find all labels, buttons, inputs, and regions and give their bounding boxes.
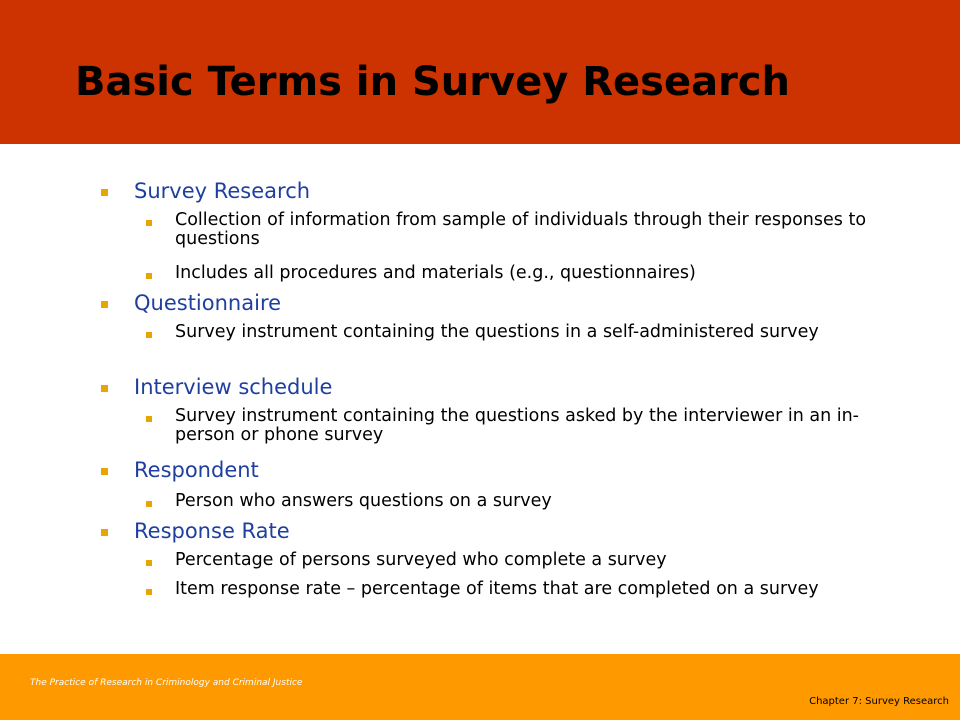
square-bullet-icon [101,468,108,475]
square-bullet-icon [101,385,108,392]
sub-bullet-text: Collection of information from sample of individuals through their responses to questions [175,210,867,249]
square-bullet-icon [101,529,108,536]
sub-bullet-text: Person who answers questions on a survey [175,491,552,511]
footer-book-title: The Practice of Research in Criminology and Criminal Justice [30,678,303,688]
square-bullet-icon [101,301,108,308]
sub-bullet-text: Percentage of persons surveyed who complete a survey [175,550,667,570]
sub-bullet-text: Item response rate – percentage of items that are completed on a survey [175,579,819,599]
footer-chapter-label: Chapter 7: Survey Research [809,696,949,707]
square-bullet-icon [146,560,152,566]
bullet-label: Interview schedule [134,375,333,399]
slide-title: Basic Terms in Survey Research [75,59,790,105]
footer-band [0,654,960,720]
bullet-label: Survey Research [134,179,311,203]
sub-bullet-text: Survey instrument containing the questions in a self-administered survey [175,322,819,342]
square-bullet-icon [146,220,152,226]
square-bullet-icon [146,501,152,507]
sub-bullet-text: Survey instrument containing the questions asked by the interviewer in an in-person or phone survey [175,406,859,445]
square-bullet-icon [146,273,152,279]
square-bullet-icon [146,332,152,338]
sub-bullet-text: Includes all procedures and materials (e.g., questionnaires) [175,263,696,283]
square-bullet-icon [146,589,152,595]
bullet-label: Response Rate [134,519,290,543]
square-bullet-icon [146,416,152,422]
bullet-label: Questionnaire [134,291,282,315]
square-bullet-icon [101,189,108,196]
bullet-label: Respondent [134,458,259,482]
